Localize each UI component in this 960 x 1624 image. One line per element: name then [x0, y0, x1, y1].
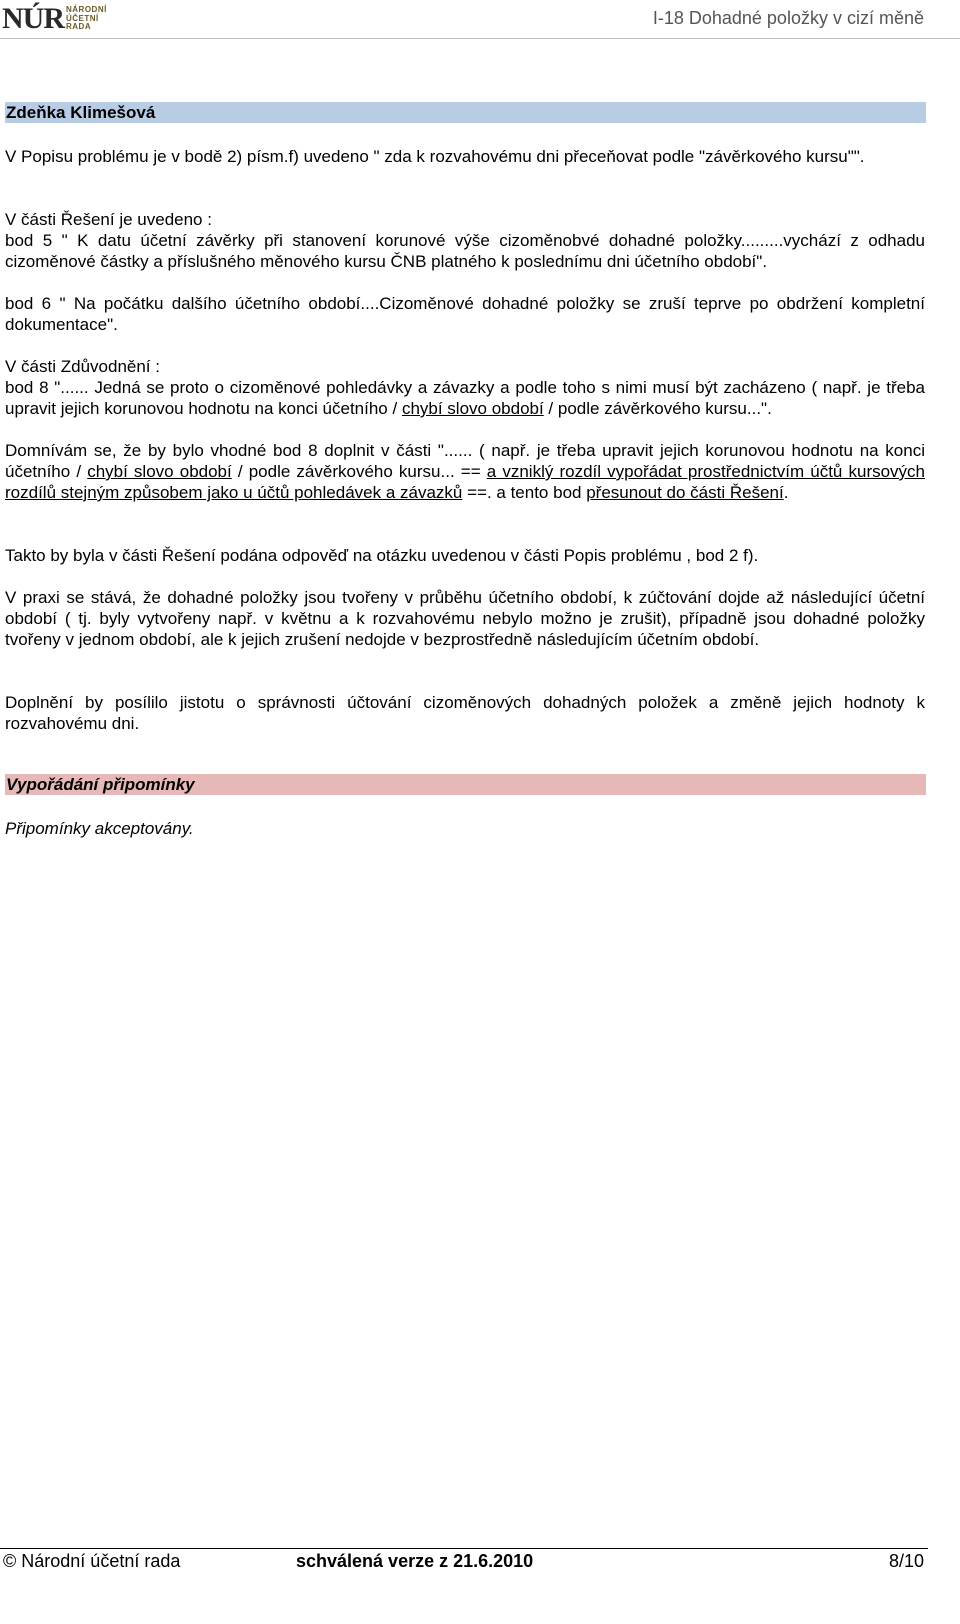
- paragraph-reseni: V části Řešení je uvedeno : bod 5 " K datu účetní závěrky při stanovení korunové výše cizoměnobvé dohadné položky.........vychází z odhadu cizoměnové částky a příslušného měnového kursu ČNB platného k poslednímu dni účetního období".: [5, 210, 925, 271]
- paragraph-bod6: bod 6 " Na počátku dalšího účetního období....Cizoměnové dohadné položky se zruší teprve po obdržení kompletní dokumentace".: [5, 294, 925, 334]
- paragraph-zduvodneni: V části Zdůvodnění : bod 8 "...... Jedná se proto o cizoměnové pohledávky a závazky a podle toho s nimi musí být zacházeno ( např. je třeba upravit jejich korunovou hodnotu na konci účetního / chybí slovo období / podle závěrkového kursu...".: [5, 357, 925, 418]
- header-divider: [0, 38, 960, 39]
- logo-text: NÁRODNÍ ÚČETNÍ RADA: [66, 5, 107, 31]
- resolution-text: Připomínky akceptovány.: [5, 819, 194, 838]
- paragraph-takto: Takto by byla v části Řešení podána odpověď na otázku uvedenou v části Popis problému , bod 2 f).: [5, 546, 759, 565]
- paragraph-doplneni: Doplnění by posílilo jistotu o správnosti účtování cizoměnových dohadných položek a změně jejich hodnoty k rozvahovému dni.: [5, 693, 925, 733]
- nur-logo: [2, 2, 118, 35]
- author-heading: Zdeňka Klimešová: [5, 102, 926, 123]
- footer-copyright: © Národní účetní rada: [3, 1551, 181, 1571]
- document-title: I-18 Dohadné položky v cizí měně: [652, 8, 924, 28]
- page-header: [0, 0, 960, 40]
- footer-divider: [0, 1548, 928, 1549]
- paragraph-popis: V Popisu problému je v bodě 2) písm.f) uvedeno " zda k rozvahovému dni přeceňovat podle "závěrkového kursu"".: [5, 147, 865, 166]
- paragraph-praxe: V praxi se stává, že dohadné položky jsou tvořeny v průběhu účetního období, k zúčtování dojde až následující účetní období ( tj. byly vytvořeny např. v květnu a k rozvahovému nebylo možno je zrušit), případně jsou dohadné položky tvořeny v jednom období, ale k jejich zrušení nedojde v bezprostředně následujícím účetním období.: [5, 588, 925, 649]
- paragraph-navrh: Domnívám se, že by bylo vhodné bod 8 doplnit v části "...... ( např. je třeba upravit jejich korunovou hodnotu na konci účetního / chybí slovo období / podle závěrkového kursu... == a vzniklý rozdíl vypořádat prostřednictvím účtů kursových rozdílů stejným způsobem jako u účtů pohledávek a závazků ==. a tento bod přesunout do části Řešení.: [5, 441, 926, 502]
- footer-version: schválená verze z 21.6.2010: [296, 1551, 534, 1571]
- logo-mark: NÚR: [2, 2, 64, 35]
- footer-page-number: 8/10: [888, 1551, 924, 1571]
- resolution-heading: Vypořádání připomínky: [5, 774, 926, 795]
